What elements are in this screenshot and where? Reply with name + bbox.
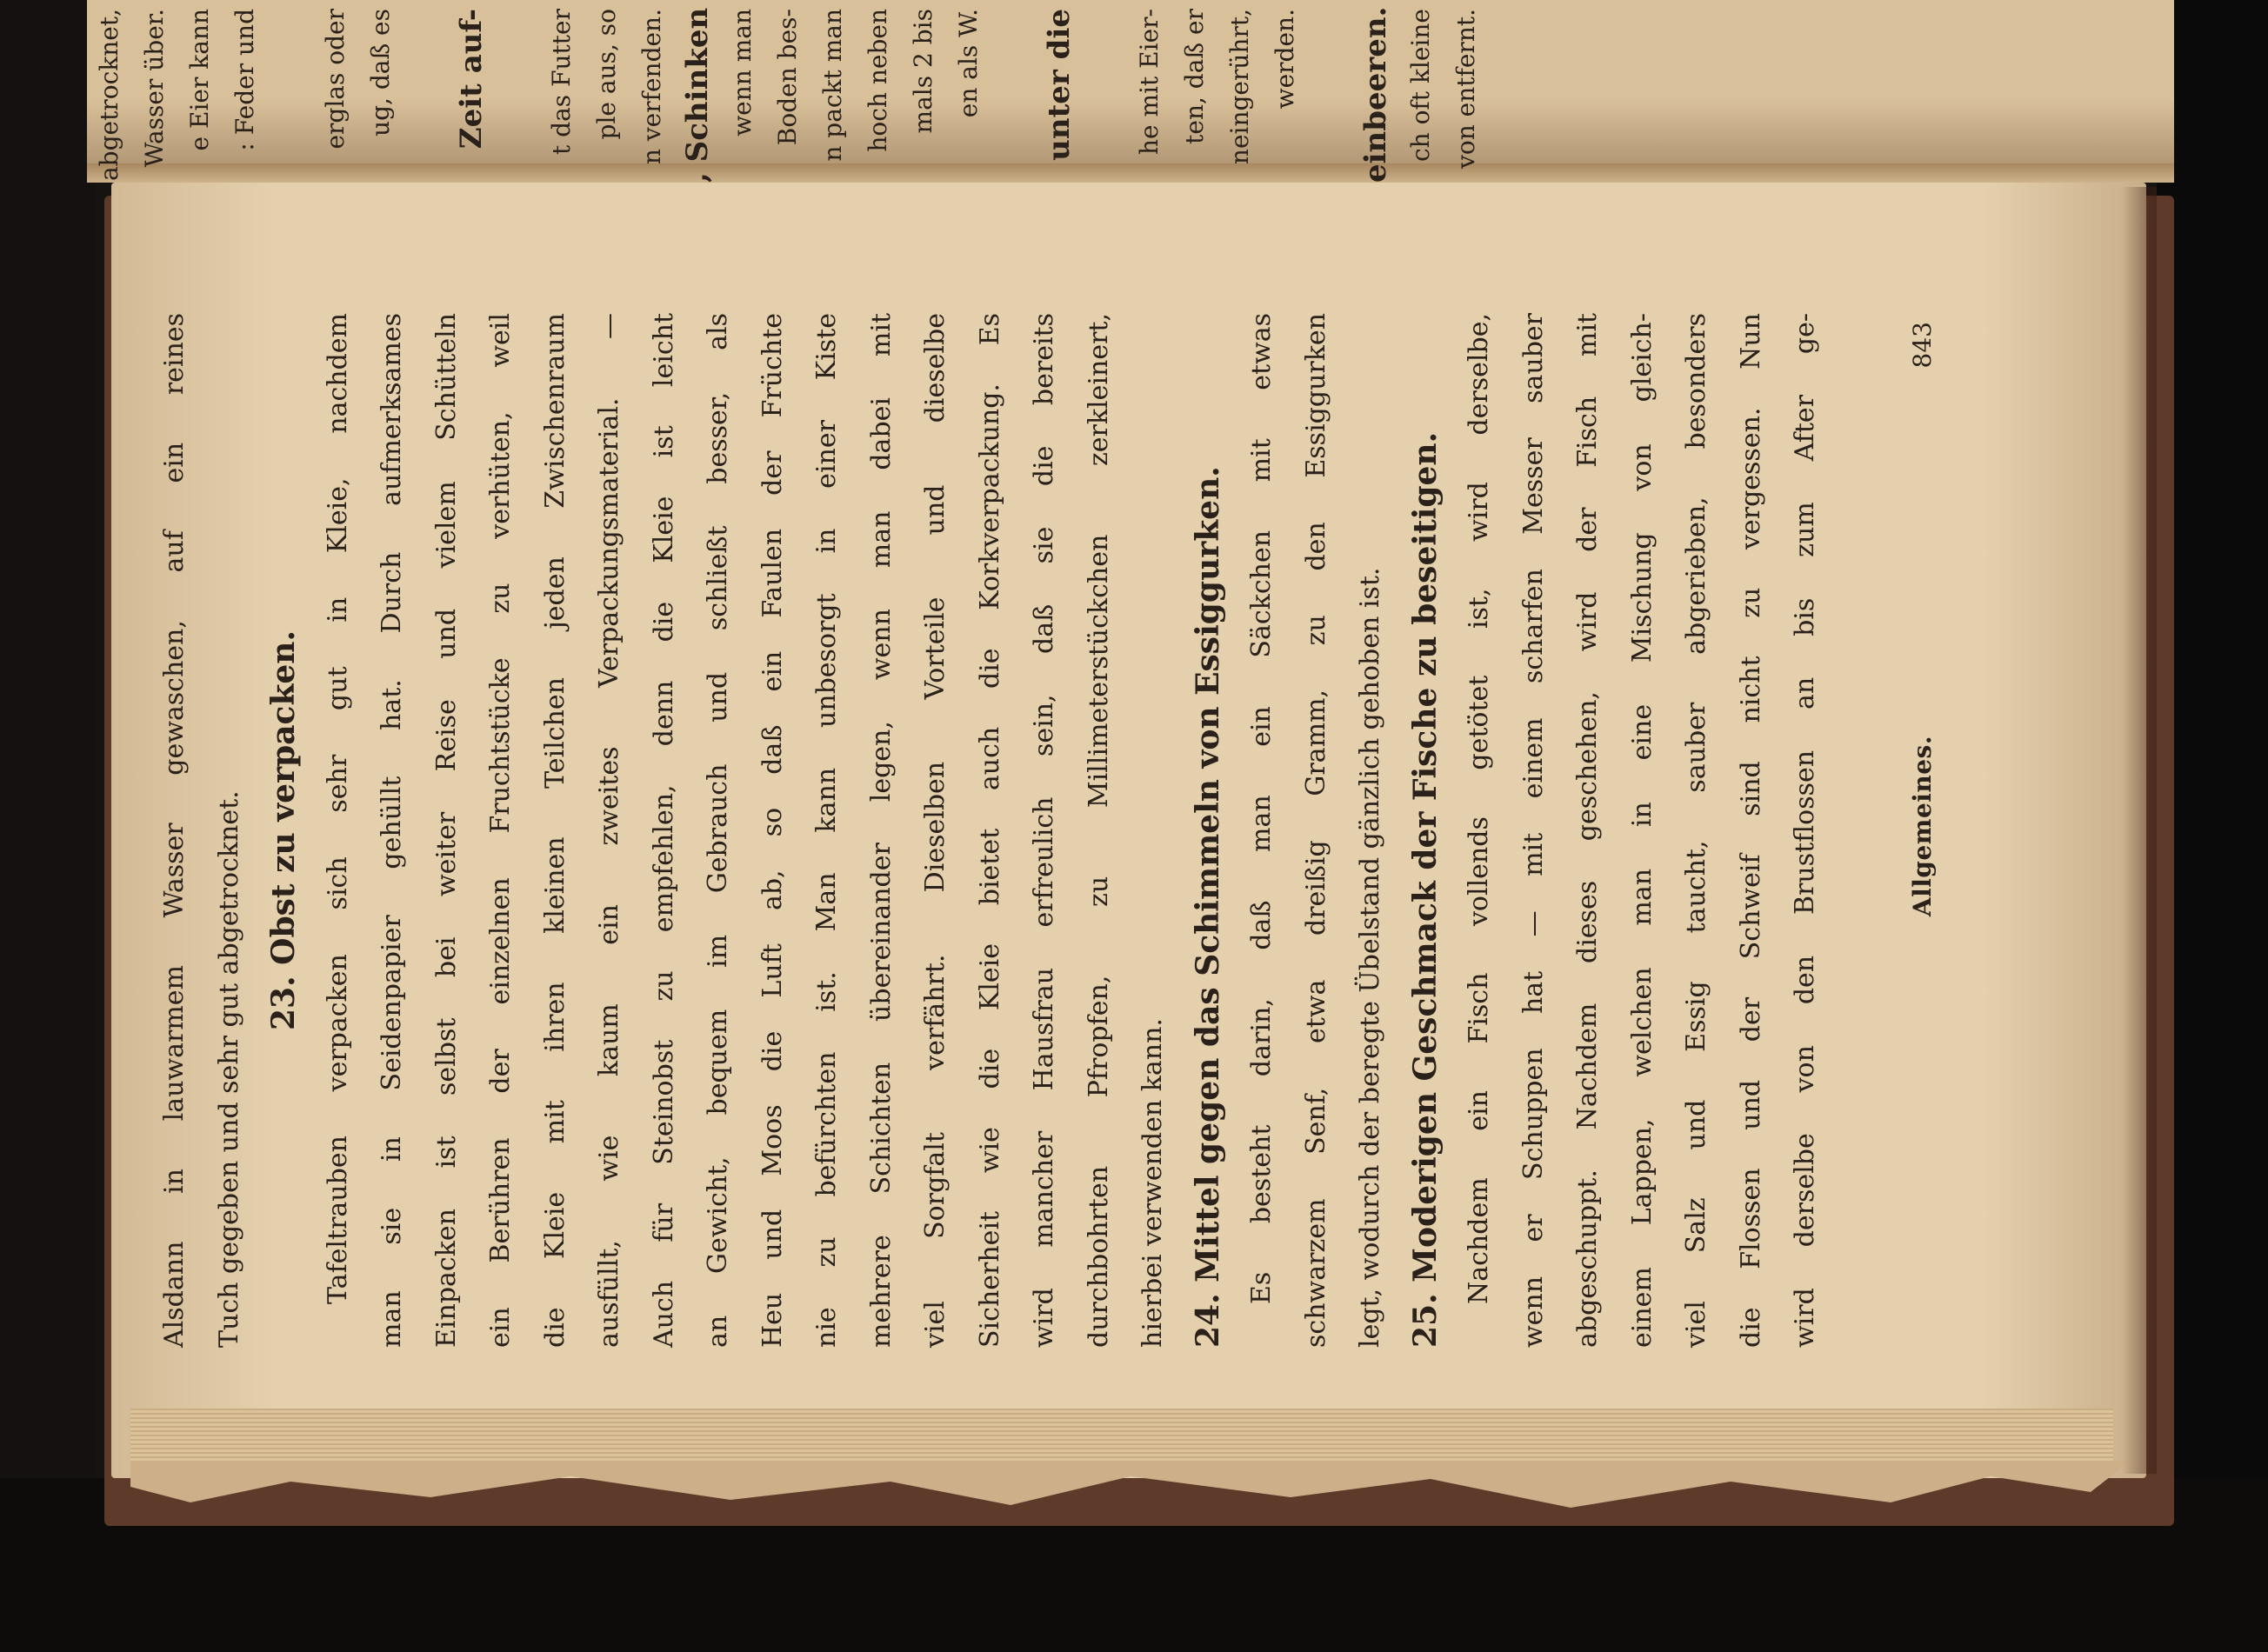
previous-page-line: he mit Eier- — [1135, 9, 1164, 155]
page-text-rotated — [148, 252, 1991, 1400]
text-line: Einpacken ist selbst bei weiter Reise und vielem Schütteln — [430, 313, 462, 1348]
text-line: an Gewicht, bequem im Gebrauch und schließt besser, als — [703, 313, 733, 1348]
previous-page-line: hoch neben — [864, 9, 892, 152]
previous-page-line: unter die — [1042, 9, 1077, 161]
text-line: Tafeltrauben verpacken sich sehr gut in Kleie, nachdem — [322, 313, 353, 1304]
text-line: nie zu befürchten ist. Man kann unbesorgt in einer Kiste — [811, 313, 842, 1348]
previous-page-line: e Eier kann — [185, 9, 214, 151]
previous-page-line: ten, daß er — [1180, 9, 1209, 144]
page-stack-edge — [130, 1409, 2113, 1469]
previous-page-line — [1082, 9, 1127, 183]
previous-page-line — [404, 9, 449, 183]
previous-page-line: abgetrocknet, — [95, 9, 123, 182]
text-line: durchbohrten Pfropfen, zu Millimeterstückchen zerkleinert, — [1083, 313, 1114, 1348]
text-line: die Flossen und der Schweif sind nicht zu vergessen. Nun — [1735, 313, 1766, 1348]
section-heading: 23. Obst zu verpacken. — [265, 629, 302, 1031]
previous-page-line: ple aus, so — [592, 9, 621, 140]
previous-page-line: erglas oder — [321, 9, 350, 150]
previous-page-line — [991, 9, 1037, 183]
text-line: wenn er Schuppen hat — mit einem scharfen Messer sauber — [1518, 313, 1549, 1348]
previous-page-line: n verfenden. — [637, 9, 666, 165]
previous-page-line: Wasser über. — [140, 9, 169, 168]
previous-page-line: von entfernt. — [1451, 9, 1480, 169]
running-head: Allgemeines. — [1908, 735, 1937, 917]
page-number: 843 — [1908, 322, 1937, 369]
text-line: ein Berühren der einzelnen Fruchtstücke zu verhüten, weil — [485, 313, 516, 1348]
page-header — [1896, 304, 1948, 1348]
previous-page-line — [268, 9, 313, 183]
previous-page-line: : Feder und — [230, 9, 259, 151]
spine-shadow — [2122, 187, 2157, 1474]
text-line: Auch für Steinobst zu empfehlen, denn die Kleie ist leicht — [648, 313, 679, 1348]
previous-page-line: en als W. — [954, 9, 983, 118]
previous-page-line: , Schinken — [680, 7, 715, 183]
text-line: wird mancher Hausfrau erfreulich sein, daß sie die bereits — [1029, 313, 1059, 1348]
previous-page-line: einbeeren. — [1358, 6, 1393, 183]
previous-page-line: werden. — [1271, 9, 1299, 110]
previous-page-line: neingerührt, — [1225, 9, 1254, 165]
dark-background-left — [0, 0, 96, 1652]
text-line: Es besteht darin, daß man ein Säckchen mit etwas — [1246, 313, 1277, 1304]
section-heading: 24. Mittel gegen das Schimmeln von Essiggurken. — [1189, 466, 1226, 1348]
text-line: viel Salz und Essig taucht, sauber abgerieben, besonders — [1681, 313, 1711, 1348]
previous-page-line: ug, daß es — [366, 9, 395, 137]
previous-page-line: Zeit auf- — [454, 9, 489, 150]
text-line: man sie in Seidenpapier gehüllt hat. Durch aufmerksames — [377, 313, 407, 1348]
previous-page-line: wenn man — [728, 9, 757, 137]
text-line: schwarzem Senf, etwa dreißig Gramm, zu den Essiggurken — [1300, 313, 1331, 1348]
text-line: hierbei verwenden kann. — [1137, 1018, 1168, 1348]
section-heading: 25. Moderigen Geschmack der Fische zu beseitigen. — [1406, 431, 1444, 1348]
previous-page-line: ch oft kleine — [1406, 9, 1435, 163]
text-line: die Kleie mit ihren kleinen Teilchen jeden Zwischenraum — [539, 313, 570, 1348]
previous-page-line — [494, 9, 539, 183]
text-line: Alsdann in lauwarmem Wasser gewaschen, auf ein reines — [159, 313, 190, 1348]
previous-page-line: n packt man — [818, 9, 847, 162]
previous-page-text — [87, 6, 1480, 183]
text-line: ausfüllt, wie kaum ein zweites Verpackungsmaterial. — — [594, 313, 624, 1348]
previous-page-line: mals 2 bis — [909, 9, 937, 134]
text-line: legt, wodurch der beregte Übelstand gänzlich gehoben ist. — [1355, 567, 1385, 1348]
text-line: Nachdem ein Fisch vollends getötet ist, wird derselbe, — [1464, 313, 1494, 1304]
text-line: Tuch gegeben und sehr gut abgetrocknet. — [213, 790, 244, 1348]
text-line: Heu und Moos die Luft ab, so daß ein Faulen der Früchte — [757, 313, 788, 1348]
previous-page-line — [1308, 9, 1353, 183]
body-text — [148, 313, 1887, 1348]
text-line: abgeschuppt. Nachdem dieses geschehen, wird der Fisch mit — [1572, 313, 1603, 1348]
previous-page-line: t das Futter — [547, 9, 576, 155]
text-line: Sicherheit wie die Kleie bietet auch die Korkverpackung. Es — [974, 313, 1005, 1348]
previous-page-line: Boden bes- — [773, 9, 802, 146]
text-line: viel Sorgfalt verfährt. Dieselben Vorteile und dieselbe — [920, 313, 951, 1348]
text-line: einem Lappen, welchen man in eine Mischung von gleich- — [1626, 313, 1658, 1348]
text-line: mehrere Schichten übereinander legen, wenn man dabei mit — [865, 313, 897, 1348]
text-line: wird derselbe von den Brustflossen an bis zum After ge- — [1790, 313, 1820, 1348]
